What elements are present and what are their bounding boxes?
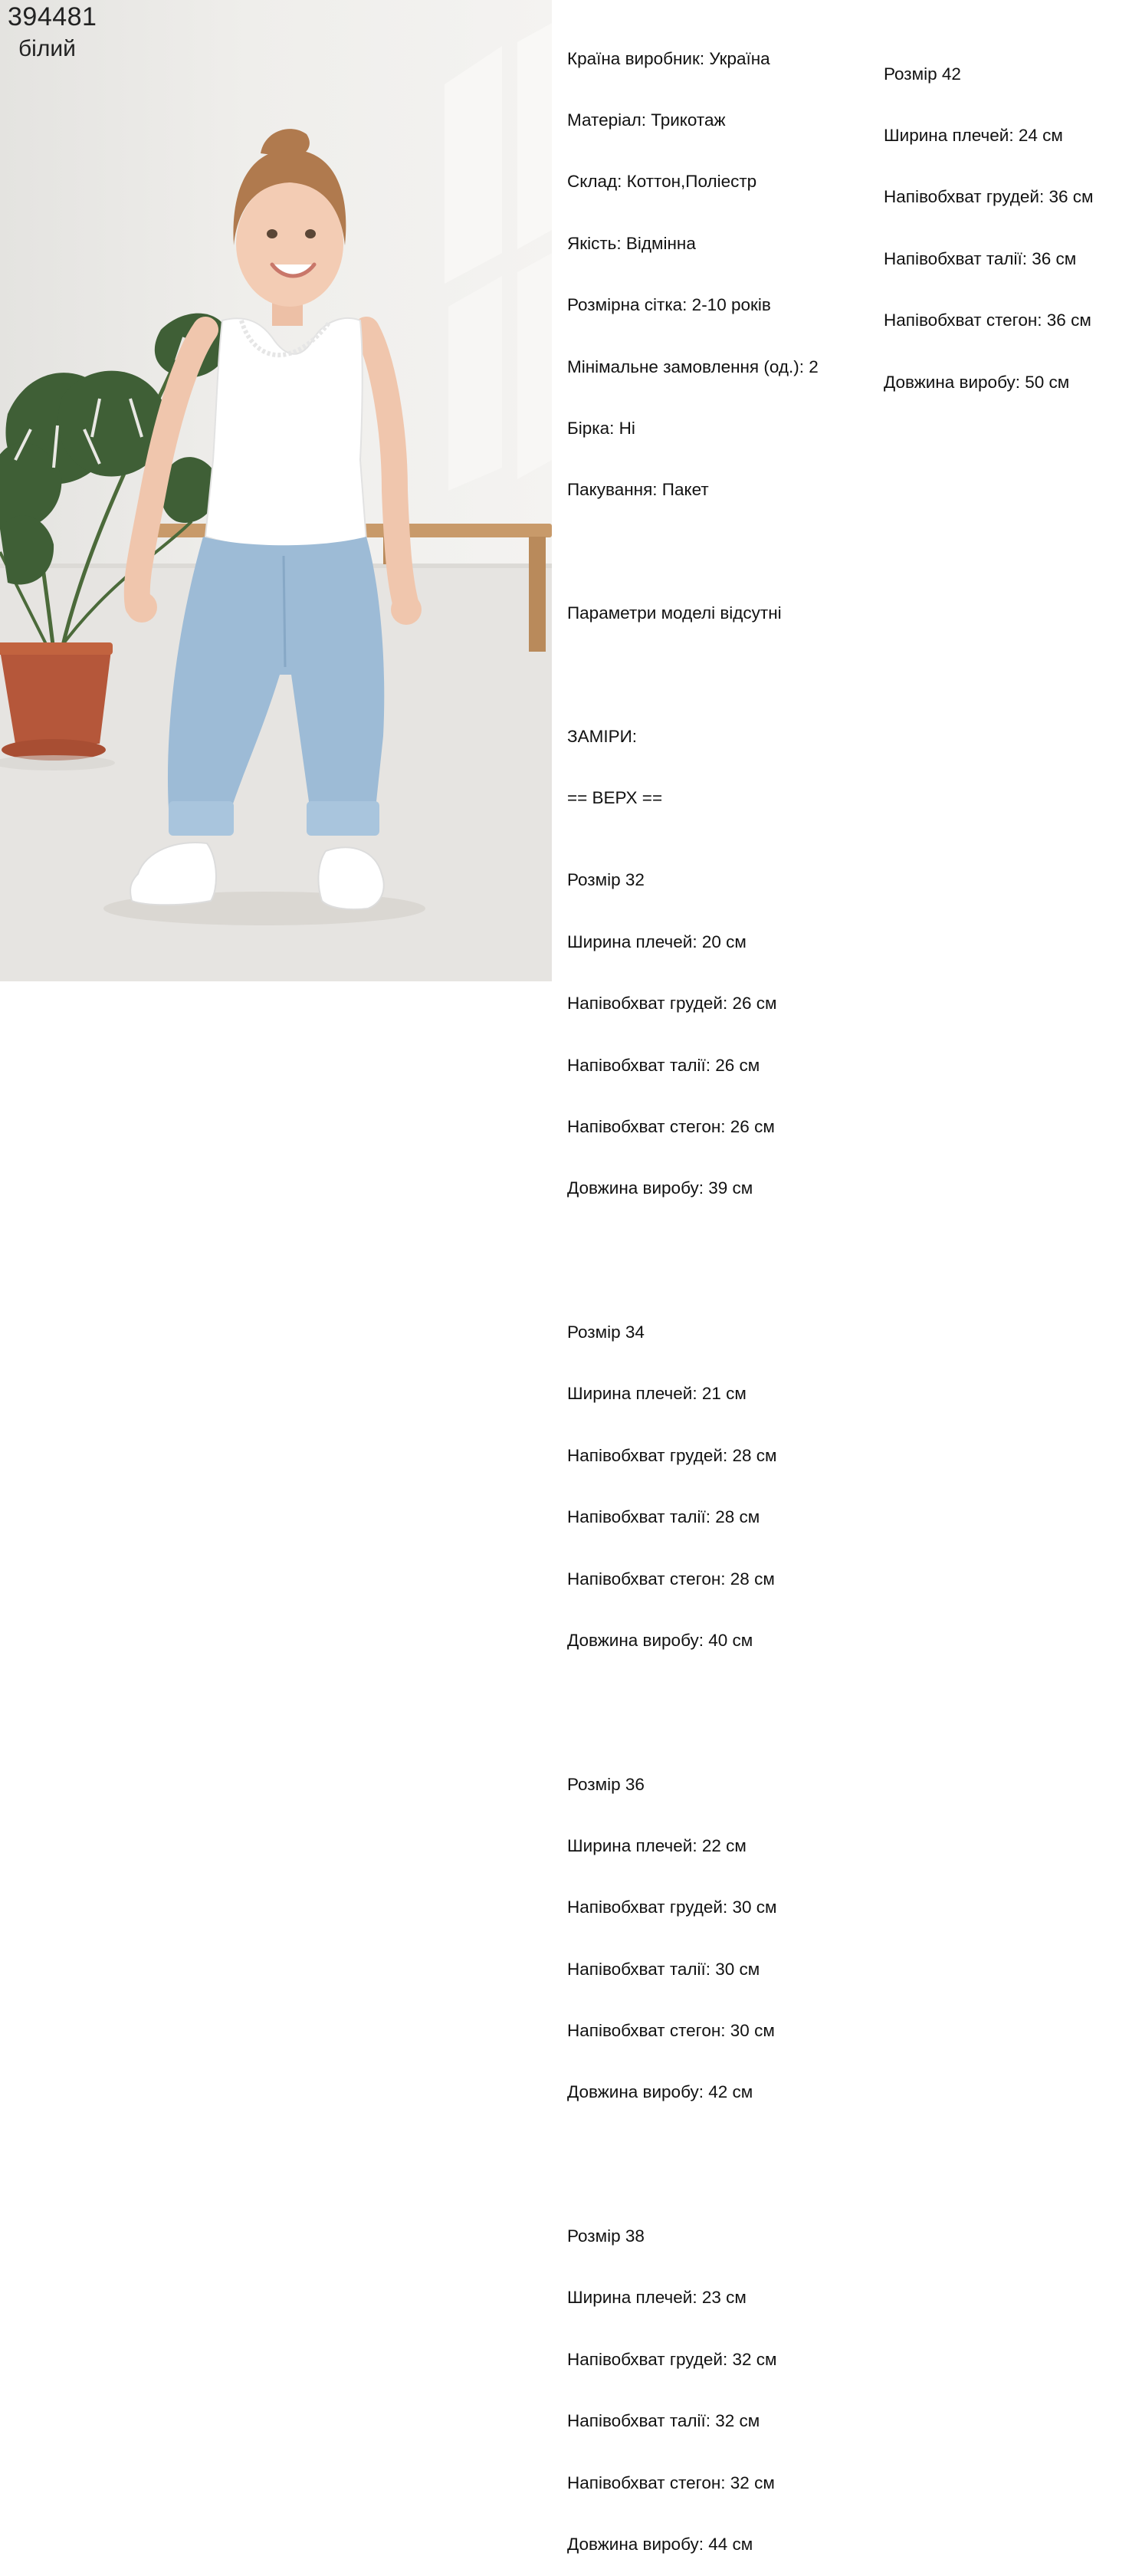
- spec-material: Матеріал: Трикотаж: [567, 110, 726, 130]
- size-line: Ширина плечей: 22 см: [567, 1835, 747, 1855]
- spec-packaging: Пакування: Пакет: [567, 480, 709, 500]
- size-line: Напівобхват стегон: 26 см: [567, 1117, 775, 1137]
- size-line: Напівобхват грудей: 36 см: [884, 187, 1094, 207]
- size-line: Напівобхват талії: 30 см: [567, 1959, 760, 1979]
- measurements-title: ЗАМІРИ:: [567, 726, 638, 746]
- size-title: Розмір 36: [567, 1774, 645, 1794]
- bench-leg: [529, 537, 546, 652]
- size-line: Довжина виробу: 39 см: [567, 1178, 753, 1198]
- size-line: Напівобхват грудей: 32 см: [567, 2349, 777, 2369]
- size-title: Розмір 42: [884, 64, 961, 84]
- size-line: Напівобхват стегон: 32 см: [567, 2472, 775, 2492]
- size-title: Розмір 34: [567, 1322, 645, 1342]
- size-line: Довжина виробу: 50 см: [884, 372, 1070, 392]
- model-params: Параметри моделі відсутні: [567, 603, 782, 623]
- size-line: Ширина плечей: 24 см: [884, 125, 1063, 145]
- size-line: Напівобхват талії: 32 см: [567, 2411, 760, 2431]
- light-patch: [517, 23, 552, 249]
- size-line: Напівобхват грудей: 26 см: [567, 994, 777, 1014]
- section-top: == ВЕРХ ==: [567, 788, 663, 808]
- size-line: Напівобхват стегон: 30 см: [567, 2021, 775, 2041]
- size-line: Напівобхват стегон: 28 см: [567, 1569, 775, 1589]
- size-line: Ширина плечей: 21 см: [567, 1384, 747, 1404]
- product-illustration: [0, 0, 552, 981]
- product-sku: 394481: [8, 2, 97, 31]
- plant-pot: [0, 650, 111, 744]
- product-photo: [0, 0, 552, 981]
- spec-min-order: Мінімальне замовлення (од.): 2: [567, 356, 819, 376]
- size-line: Напівобхват талії: 36 см: [884, 248, 1077, 268]
- spec-size-range: Розмірна сітка: 2-10 років: [567, 295, 771, 315]
- size-line: Напівобхват талії: 28 см: [567, 1507, 760, 1527]
- size-line: Напівобхват стегон: 36 см: [884, 310, 1091, 330]
- light-patch: [445, 46, 502, 284]
- white-tank-top: [205, 318, 366, 549]
- product-color: білий: [18, 36, 76, 61]
- size-line: Напівобхват грудей: 28 см: [567, 1445, 777, 1465]
- size-line: Ширина плечей: 20 см: [567, 932, 747, 951]
- size-line: Довжина виробу: 44 см: [567, 2535, 753, 2555]
- size-line: Напівобхват талії: 26 см: [567, 1055, 760, 1075]
- size-line: Напівобхват грудей: 30 см: [567, 1898, 777, 1917]
- size-line: Довжина виробу: 40 см: [567, 1630, 753, 1650]
- light-patch: [448, 276, 502, 491]
- spec-quality: Якість: Відмінна: [567, 233, 696, 253]
- size-42-column: [884, 23, 1094, 413]
- size-title: Розмір 32: [567, 870, 645, 890]
- size-title: Розмір 38: [567, 2226, 645, 2246]
- face: [236, 181, 343, 307]
- size-line: Ширина плечей: 23 см: [567, 2288, 747, 2308]
- spec-tag: Бірка: Ні: [567, 418, 635, 438]
- light-patch: [517, 253, 552, 479]
- spec-country: Країна виробник: Україна: [567, 48, 770, 68]
- size-line: Довжина виробу: 42 см: [567, 2082, 753, 2102]
- specs-column: [567, 8, 819, 2576]
- spec-composition: Склад: Коттон,Поліестр: [567, 172, 757, 192]
